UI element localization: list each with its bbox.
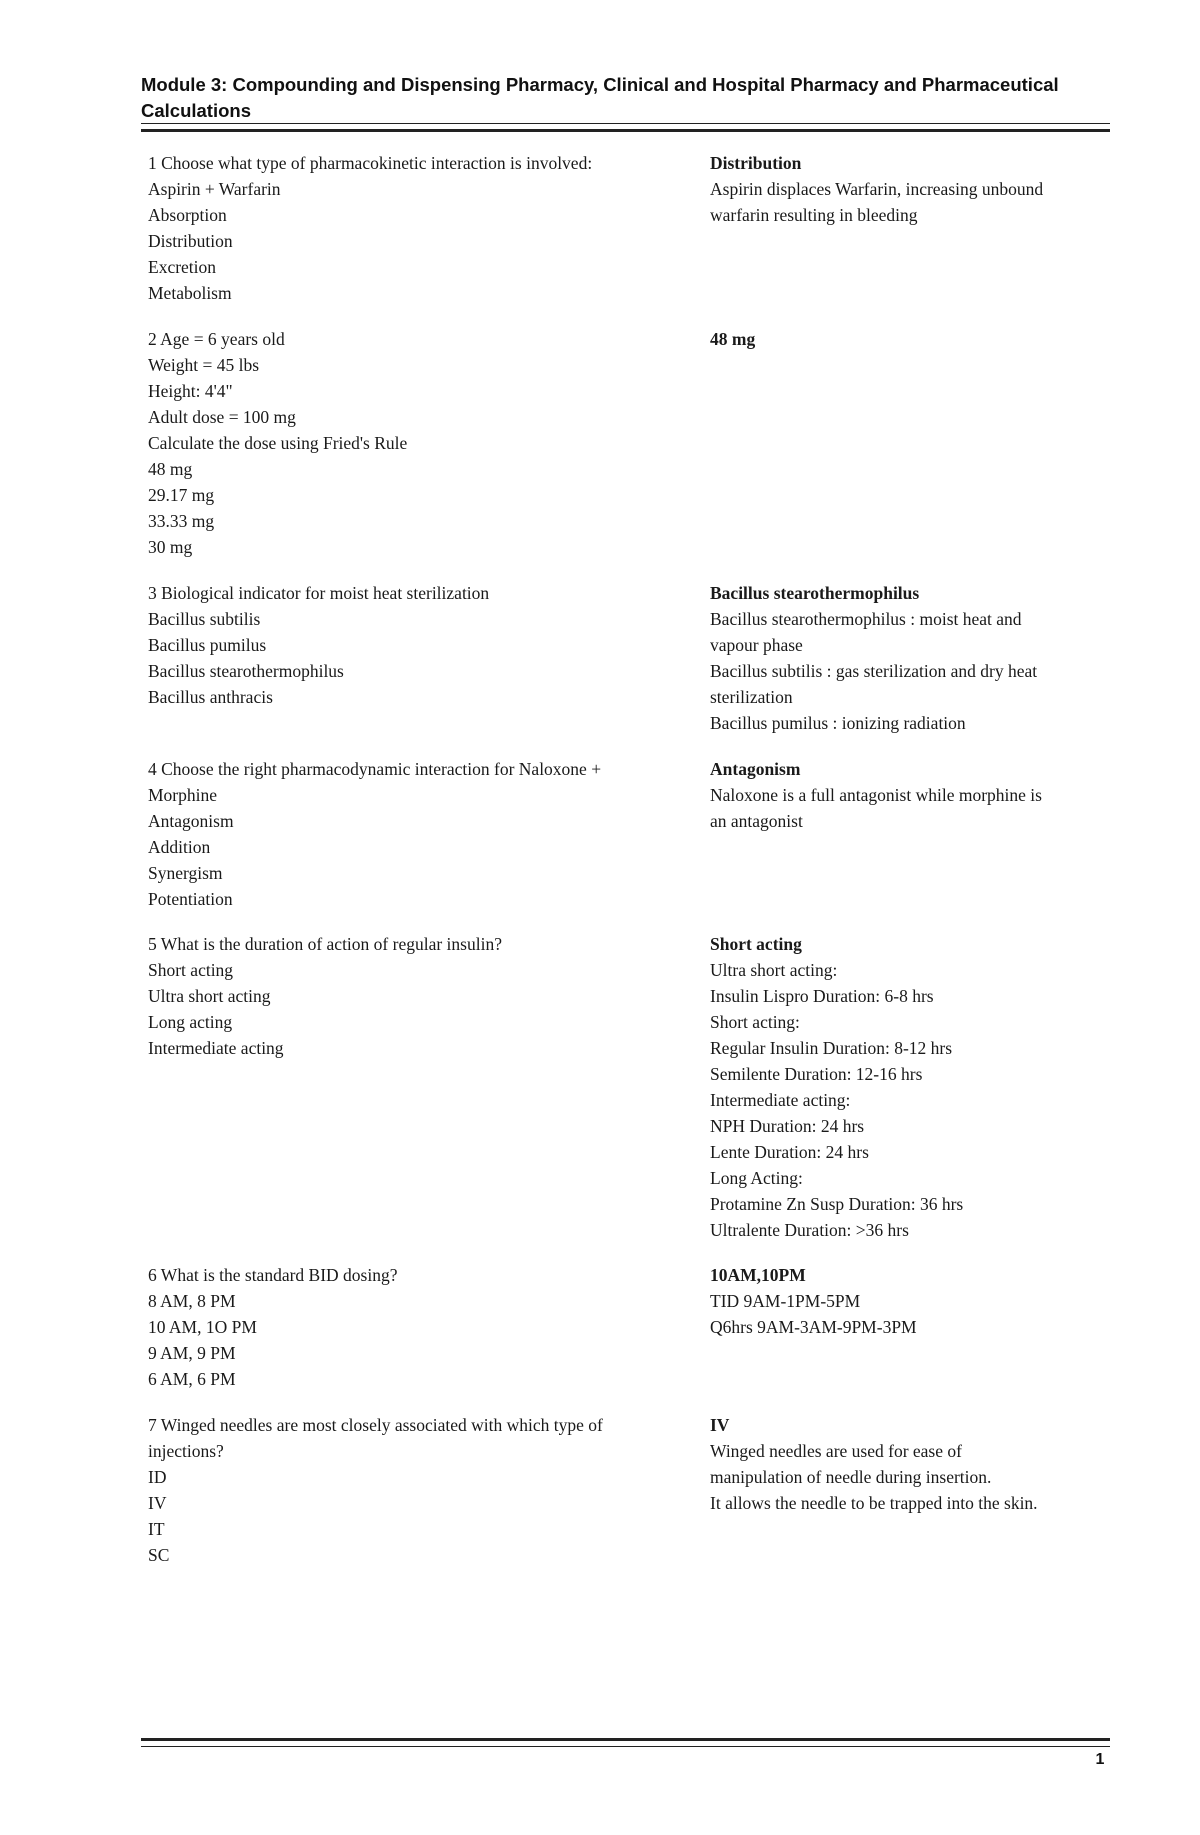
- explanation-line: TID 9AM-1PM-5PM: [710, 1291, 861, 1311]
- explanation-line: Short acting:: [710, 1012, 800, 1032]
- explanation-line: Aspirin displaces Warfarin, increasing unbound: [710, 179, 1044, 199]
- answer-2: [710, 326, 1105, 352]
- option: Addition: [148, 837, 211, 857]
- answer-3: [710, 580, 1105, 736]
- explanation-line: NPH Duration: 24 hrs: [710, 1116, 865, 1136]
- option: Synergism: [148, 863, 223, 883]
- question-text: 3 Biological indicator for moist heat sterilization: [148, 583, 490, 603]
- explanation-line: warfarin resulting in bleeding: [710, 205, 918, 225]
- header-double-rule: [141, 123, 1110, 132]
- correct-answer: Short acting: [710, 934, 802, 954]
- answer-6: [710, 1262, 1105, 1340]
- option: 29.17 mg: [148, 485, 215, 505]
- header-title-line-2: Calculations: [141, 100, 251, 121]
- correct-answer: 10AM,10PM: [710, 1265, 806, 1285]
- explanation-line: vapour phase: [710, 635, 803, 655]
- option: Metabolism: [148, 283, 232, 303]
- option: Bacillus subtilis: [148, 609, 261, 629]
- explanation-line: an antagonist: [710, 811, 803, 831]
- explanation-line: Ultra short acting:: [710, 960, 838, 980]
- correct-answer: Distribution: [710, 153, 802, 173]
- option: IV: [148, 1493, 167, 1513]
- question-5: [148, 931, 668, 1061]
- option: Intermediate acting: [148, 1038, 284, 1058]
- option: Bacillus stearothermophilus: [148, 661, 344, 681]
- question-stem: injections?: [148, 1441, 224, 1461]
- explanation-line: Q6hrs 9AM-3AM-9PM-3PM: [710, 1317, 917, 1337]
- explanation-line: Bacillus stearothermophilus : moist heat and: [710, 609, 1022, 629]
- explanation-line: Bacillus subtilis : gas sterilization and dry heat: [710, 661, 1038, 681]
- option: Excretion: [148, 257, 217, 277]
- option: SC: [148, 1545, 170, 1565]
- question-1: [148, 150, 668, 306]
- explanation-line: Semilente Duration: 12-16 hrs: [710, 1064, 923, 1084]
- option: 10 AM, 1O PM: [148, 1317, 257, 1337]
- explanation-line: Regular Insulin Duration: 8-12 hrs: [710, 1038, 953, 1058]
- option: 6 AM, 6 PM: [148, 1369, 236, 1389]
- option: Short acting: [148, 960, 234, 980]
- explanation-line: manipulation of needle during insertion.: [710, 1467, 992, 1487]
- explanation-line: Intermediate acting:: [710, 1090, 851, 1110]
- correct-answer: Antagonism: [710, 759, 801, 779]
- header-title-line-1: Module 3: Compounding and Dispensing Pharmacy, Clinical and Hospital Pharmacy and Pharmaceutical: [141, 74, 1059, 95]
- explanation-line: sterilization: [710, 687, 793, 707]
- answer-1: [710, 150, 1105, 228]
- answer-5: [710, 931, 1105, 1243]
- explanation-line: Winged needles are used for ease of: [710, 1441, 962, 1461]
- question-stem: Calculate the dose using Fried's Rule: [148, 433, 408, 453]
- explanation-line: Lente Duration: 24 hrs: [710, 1142, 869, 1162]
- correct-answer: 48 mg: [710, 329, 756, 349]
- question-stem: Adult dose = 100 mg: [148, 407, 296, 427]
- option: ID: [148, 1467, 167, 1487]
- option: 30 mg: [148, 537, 193, 557]
- question-3: [148, 580, 668, 710]
- explanation-line: Long Acting:: [710, 1168, 803, 1188]
- option: Bacillus anthracis: [148, 687, 273, 707]
- option: Distribution: [148, 231, 233, 251]
- question-text: 2 Age = 6 years old: [148, 329, 285, 349]
- explanation-line: Protamine Zn Susp Duration: 36 hrs: [710, 1194, 964, 1214]
- explanation-line: It allows the needle to be trapped into the skin.: [710, 1493, 1038, 1513]
- explanation-line: Naloxone is a full antagonist while morphine is: [710, 785, 1042, 805]
- answer-7: [710, 1412, 1105, 1516]
- page-header: [141, 72, 1106, 124]
- question-text: 6 What is the standard BID dosing?: [148, 1265, 398, 1285]
- footer-double-rule: [141, 1738, 1110, 1747]
- question-stem: Weight = 45 lbs: [148, 355, 260, 375]
- correct-answer: Bacillus stearothermophilus: [710, 583, 920, 603]
- question-stem: Height: 4'4": [148, 381, 233, 401]
- option: Absorption: [148, 205, 227, 225]
- question-stem: Morphine: [148, 785, 218, 805]
- option: Long acting: [148, 1012, 233, 1032]
- page-number: 1: [1095, 1751, 1105, 1768]
- option: Potentiation: [148, 889, 233, 909]
- option: 9 AM, 9 PM: [148, 1343, 236, 1363]
- option: IT: [148, 1519, 165, 1539]
- question-stem: Aspirin + Warfarin: [148, 179, 281, 199]
- option: 8 AM, 8 PM: [148, 1291, 236, 1311]
- question-7: [148, 1412, 668, 1568]
- option: Antagonism: [148, 811, 234, 831]
- question-text: 7 Winged needles are most closely associated with which type of: [148, 1415, 603, 1435]
- explanation-line: Bacillus pumilus : ionizing radiation: [710, 713, 966, 733]
- question-2: [148, 326, 668, 560]
- option: 48 mg: [148, 459, 193, 479]
- option: Bacillus pumilus: [148, 635, 267, 655]
- answer-4: [710, 756, 1105, 834]
- question-6: [148, 1262, 668, 1392]
- question-text: 1 Choose what type of pharmacokinetic interaction is involved:: [148, 153, 593, 173]
- correct-answer: IV: [710, 1415, 730, 1435]
- question-text: 5 What is the duration of action of regular insulin?: [148, 934, 502, 954]
- question-4: [148, 756, 668, 912]
- explanation-line: Ultralente Duration: >36 hrs: [710, 1220, 909, 1240]
- option: 33.33 mg: [148, 511, 215, 531]
- option: Ultra short acting: [148, 986, 271, 1006]
- explanation-line: Insulin Lispro Duration: 6-8 hrs: [710, 986, 934, 1006]
- question-text: 4 Choose the right pharmacodynamic interaction for Naloxone +: [148, 759, 602, 779]
